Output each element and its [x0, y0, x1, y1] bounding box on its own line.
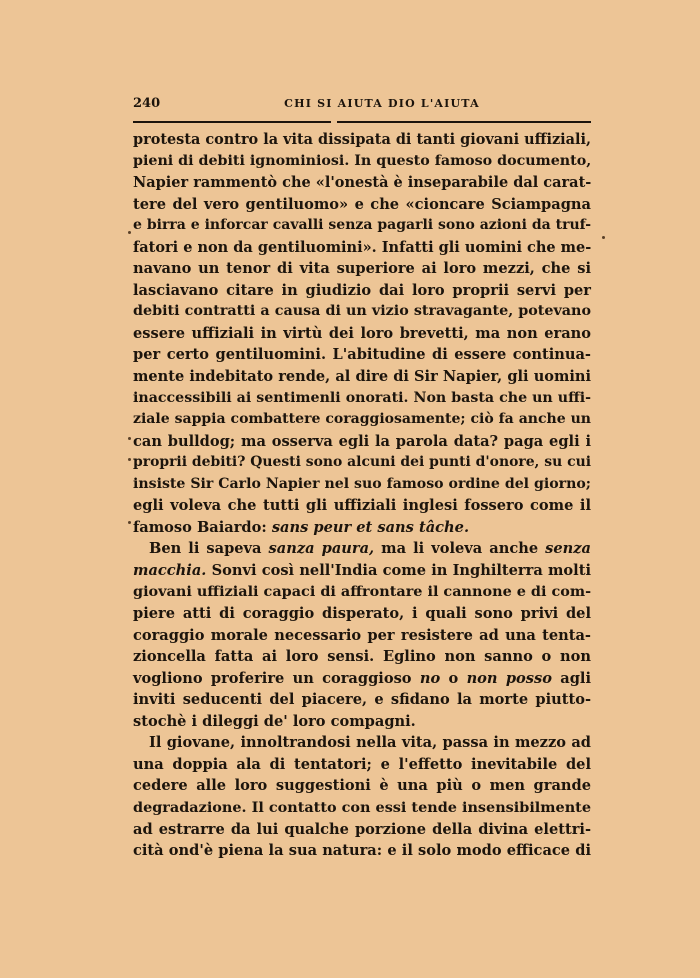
text-line: can bulldog; ma osserva egli la parola data? paga egli i	[133, 432, 591, 450]
text-line: inaccessibili ai sentimenli onorati. Non basta che un uffi-	[133, 389, 591, 406]
italic-phrase: macchia.	[133, 561, 207, 579]
text-line	[133, 538, 591, 560]
running-head: CHI SI AIUTA DIO L'AIUTA	[284, 97, 480, 110]
text-line: ad estrarre da lui qualche porzione della divina elettri-	[133, 820, 591, 838]
italic-phrase: senza	[545, 540, 592, 558]
text-line: degradazione. Il contatto con essi tende insensibilmente	[133, 798, 591, 816]
text-line: protesta contro la vita dissipata di tanti giovani uffiziali,	[133, 131, 591, 148]
text-line: cedere alle loro suggestioni è una più o men grande	[133, 777, 591, 795]
italic-phrase: no	[419, 669, 441, 687]
text-line: fatori e non da gentiluomini». Infatti gli uomini che me-	[133, 238, 592, 256]
margin-speck	[128, 458, 131, 461]
text-segment: vogliono proferire un coraggioso	[133, 669, 420, 687]
text-line: cità ond'è piena la sua natura: e il solo modo efficace di	[133, 842, 591, 860]
text-line: egli voleva che tutti gli uffiziali inglesi fossero come il	[133, 497, 591, 515]
text-line: pieni di debiti ignominiosi. In questo famoso documento,	[133, 152, 592, 169]
text-line: proprii debiti? Questi sono alcuni dei punti d'onore, su cui	[133, 454, 591, 471]
margin-speck	[128, 437, 131, 440]
text-segment: o	[440, 669, 467, 687]
text-segment: Ben li sapeva	[149, 540, 269, 558]
text-line: e birra e inforcar cavalli senza pagarli sono azioni da truf-	[133, 217, 591, 234]
text-line: giovani uffiziali capaci di affrontare il cannone e di com-	[133, 583, 592, 601]
text-line: insiste Sir Carlo Napier nel suo famoso ordine del giorno;	[133, 475, 591, 492]
page-header	[133, 96, 591, 118]
text-segment: Sonvi così nell'India come in Inghilterra molti	[206, 561, 591, 579]
text-line: Il giovane, innoltrandosi nella vita, passa in mezzo ad	[149, 734, 591, 752]
italic-phrase: sans peur et sans tâche.	[271, 518, 470, 536]
book-page	[133, 96, 591, 862]
text-line: Napier rammentò che «l'onestà è inseparabile dal carat-	[133, 174, 592, 192]
text-segment: famoso Baiardo:	[133, 518, 272, 536]
text-line: inviti seducenti del piacere, e sfidano la morte piutto-	[133, 691, 591, 709]
text-line: ziale sappia combattere coraggiosamente; ciò fa anche un	[133, 411, 591, 428]
text-line	[133, 517, 591, 539]
text-line: piere atti di coraggio disperato, i quali sono privi del	[133, 605, 591, 623]
body-text	[133, 129, 591, 862]
text-line: lasciavano citare in giudizio dai loro proprii servi per	[133, 281, 591, 299]
text-line: tere del vero gentiluomo» e che «cioncare Sciampagna	[133, 195, 591, 213]
text-line: essere uffiziali in virtù dei loro brevetti, ma non erano	[133, 324, 591, 342]
text-line: stochè i dileggi de' loro compagni.	[133, 712, 416, 730]
text-line: una doppia ala di tentatori; e l'effetto inevitabile del	[133, 755, 591, 773]
header-rule	[133, 121, 591, 123]
italic-phrase: non posso	[466, 669, 552, 687]
text-line: navano un tenor di vita superiore ai loro mezzi, che si	[133, 260, 591, 278]
text-line: mente indebitato rende, al dire di Sir Napier, gli uomini	[133, 368, 591, 386]
margin-speck	[128, 521, 131, 524]
text-line	[133, 560, 591, 582]
italic-phrase: sanza paura,	[268, 540, 375, 558]
text-segment: ma li voleva anche	[374, 540, 546, 558]
text-line: per certo gentiluomini. L'abitudine di essere continua-	[133, 346, 591, 364]
text-segment: agli	[551, 669, 591, 687]
margin-speck	[602, 236, 605, 239]
page-number: 240	[133, 96, 161, 111]
text-line	[133, 668, 591, 690]
margin-speck	[128, 231, 131, 234]
text-line: zioncella fatta ai loro sensi. Eglino non sanno o non	[133, 648, 591, 666]
text-line: coraggio morale necessario per resistere ad una tenta-	[133, 626, 591, 644]
text-line: debiti contratti a causa di un vizio stravagante, potevano	[133, 303, 591, 320]
